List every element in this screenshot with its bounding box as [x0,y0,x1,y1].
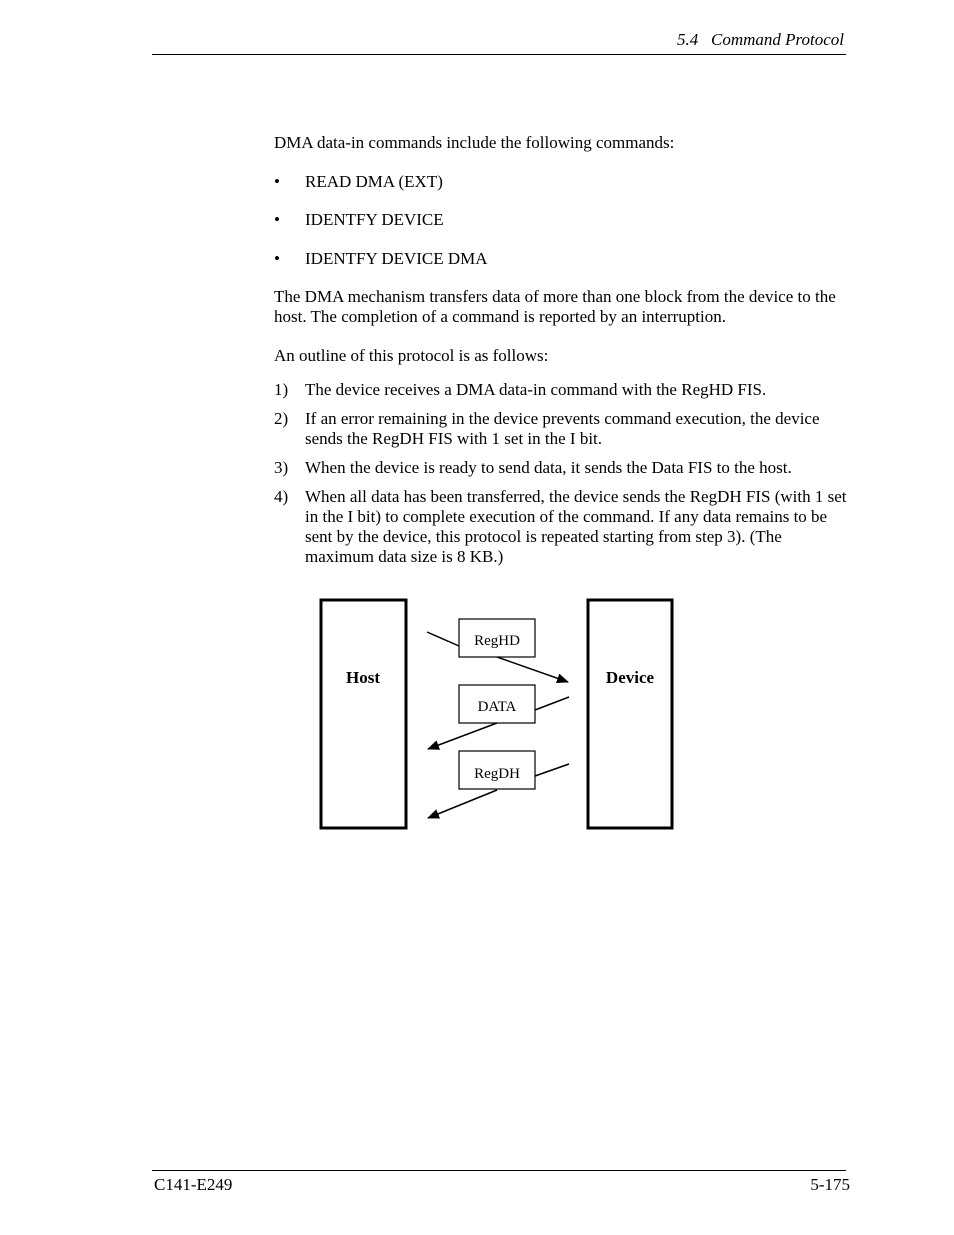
bullet-icon: • [274,249,280,268]
step-item [274,380,848,400]
page-number: 5-175 [810,1175,850,1194]
device-label: Device [605,668,655,687]
device-box [588,600,672,828]
page-body [274,133,848,567]
data-arrow-tail [535,697,569,710]
header-rule [152,54,846,55]
bullet-icon: • [274,210,280,229]
list-item [274,172,848,192]
regdh-arrow-tail [535,764,569,776]
step-number: 3) [274,458,289,477]
regdh-arrow [428,790,497,818]
reghd-arrow-tail [427,632,459,646]
step-text: When all data has been transferred, the device sends the RegDH FIS (with 1 set in the I bit) to complete execution of the command. If any data remains to be sent by the device, this protocol is repeated starting from step 3). (The maximum data size is 8 KB.) [305,487,847,566]
step-item [274,487,848,567]
protocol-steps [274,380,848,567]
command-list [274,172,848,269]
command-text: IDENTFY DEVICE DMA [305,249,488,268]
running-header: 5.4 Command Protocol [676,30,844,49]
mechanism-paragraph: The DMA mechanism transfers data of more than one block from the device to the host. The completion of a command is reported by an interruption. [274,287,836,326]
intro-paragraph: DMA data-in commands include the following commands: [274,133,675,152]
regdh-fis-label: RegDH [474,766,520,782]
step-number: 2) [274,409,289,428]
host-label: Host [346,668,380,687]
document-id: C141-E249 [154,1175,233,1194]
step-text: If an error remaining in the device prevents command execution, the device sends the RegDH FIS with 1 set in the I bit. [305,409,820,448]
bullet-icon: • [274,172,280,191]
step-number: 1) [274,380,289,399]
step-number: 4) [274,487,289,506]
footer-rule [152,1170,846,1171]
list-item [274,210,848,230]
list-item [274,249,848,269]
outline-intro: An outline of this protocol is as follows: [274,346,549,365]
step-text: The device receives a DMA data-in command with the RegHD FIS. [305,380,767,399]
data-arrow [428,723,497,749]
protocol-diagram [300,590,700,840]
step-item [274,409,848,449]
reghd-arrow [497,657,568,682]
reghd-fis-label: RegHD [474,633,520,649]
step-text: When the device is ready to send data, it sends the Data FIS to the host. [305,458,792,477]
command-text: READ DMA (EXT) [305,172,443,191]
host-box [321,600,406,828]
step-item [274,458,848,478]
data-fis-label: DATA [477,699,517,715]
command-text: IDENTFY DEVICE [305,210,444,229]
